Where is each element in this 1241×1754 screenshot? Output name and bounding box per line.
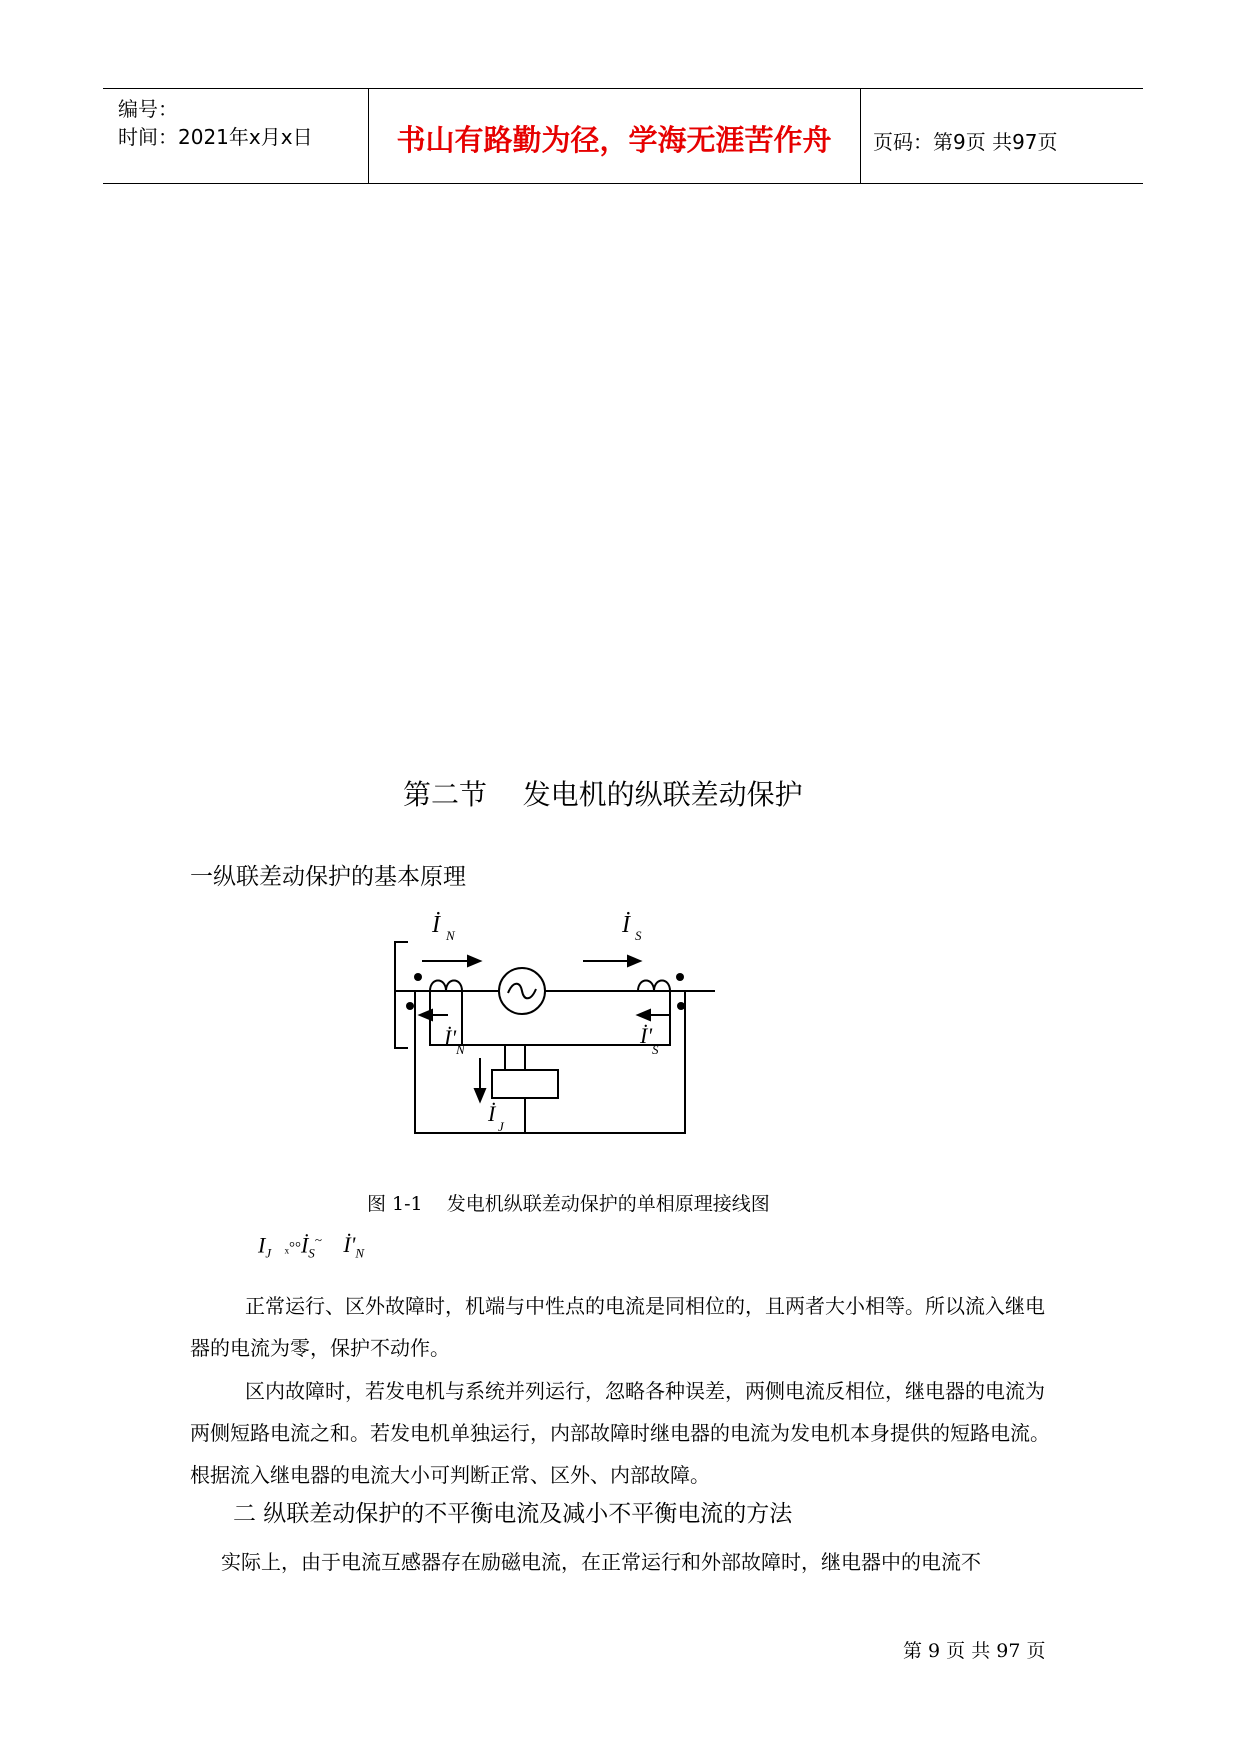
subsection-title-2: 二 纵联差动保护的不平衡电流及减小不平衡电流的方法 bbox=[233, 1501, 793, 1527]
formula-term-3-sub: N bbox=[355, 1245, 365, 1261]
formula-term-1-sub: J bbox=[265, 1245, 272, 1261]
ct-left-lead-inner bbox=[430, 991, 505, 1070]
label-in: İ bbox=[432, 912, 440, 938]
header-motto: 书山有路勤为径，学海无涯苦作舟 bbox=[396, 123, 832, 157]
subsection-title-1: 一纵联差动保护的基本原理 bbox=[190, 864, 466, 890]
section-title: 第二节 发电机的纵联差动保护 bbox=[403, 778, 803, 811]
label-ij: İ bbox=[488, 1101, 496, 1126]
label-is: İ bbox=[622, 912, 630, 938]
formula-term-2: İ bbox=[300, 1232, 309, 1258]
label-is-prime: İ' bbox=[640, 1023, 653, 1048]
label-is-prime-sub: S bbox=[652, 1042, 659, 1057]
formula bbox=[258, 1232, 364, 1262]
generator-sine bbox=[508, 984, 536, 999]
formula-operator: ₓ°° bbox=[284, 1240, 301, 1257]
polarity-dot bbox=[676, 973, 684, 981]
ct-right-coil bbox=[638, 981, 670, 992]
bus-bracket bbox=[395, 942, 408, 1048]
paragraph-2: 区内故障时，若发电机与系统并列运行，忽略各种误差，两侧电流反相位，继电器的电流为两侧短路电流之和。若发电机单独运行，内部故障时继电器的电流为发电机本身提供的短路电流。根据流入继电器的电流大小可判断正常、区外、内部故障。 bbox=[190, 1379, 1050, 1487]
header-top-rule bbox=[103, 88, 1143, 89]
formula-term-3: İ' bbox=[343, 1232, 356, 1258]
page-footer: 第 9 页 共 97 页 bbox=[903, 1640, 1046, 1662]
header-divider-right bbox=[860, 88, 861, 183]
label-is-sub: S bbox=[635, 928, 642, 943]
differential-protection-diagram bbox=[380, 895, 730, 1145]
polarity-dot bbox=[414, 973, 422, 981]
header-number-label: 编号： bbox=[118, 97, 178, 121]
formula-term-1: I bbox=[258, 1232, 266, 1258]
relay-box bbox=[492, 1070, 558, 1098]
header-time-label: 时间：2021年x月x日 bbox=[118, 125, 313, 149]
label-in-sub: N bbox=[446, 928, 455, 943]
label-ij-sub: J bbox=[498, 1119, 504, 1134]
paragraph-3: 实际上，由于电流互感器存在励磁电流，在正常运行和外部故障时，继电器中的电流不 bbox=[221, 1550, 981, 1574]
polarity-dot bbox=[406, 1002, 414, 1010]
polarity-dot bbox=[677, 1002, 685, 1010]
header-page-info: 页码：第9页 共97页 bbox=[873, 130, 1058, 154]
formula-term-2-sup: ~ bbox=[314, 1232, 322, 1247]
figure-caption: 图 1-1 发电机纵联差动保护的单相原理接线图 bbox=[367, 1193, 770, 1215]
ct-left-coil bbox=[430, 981, 462, 992]
label-in-prime: İ' bbox=[444, 1025, 457, 1050]
header-bottom-rule bbox=[103, 183, 1143, 184]
label-in-prime-sub: N bbox=[456, 1042, 465, 1057]
paragraph-1: 正常运行、区外故障时，机端与中性点的电流是同相位的，且两者大小相等。所以流入继电器的电流为零，保护不动作。 bbox=[190, 1294, 1045, 1360]
formula-term-2-sub: S bbox=[308, 1245, 315, 1261]
